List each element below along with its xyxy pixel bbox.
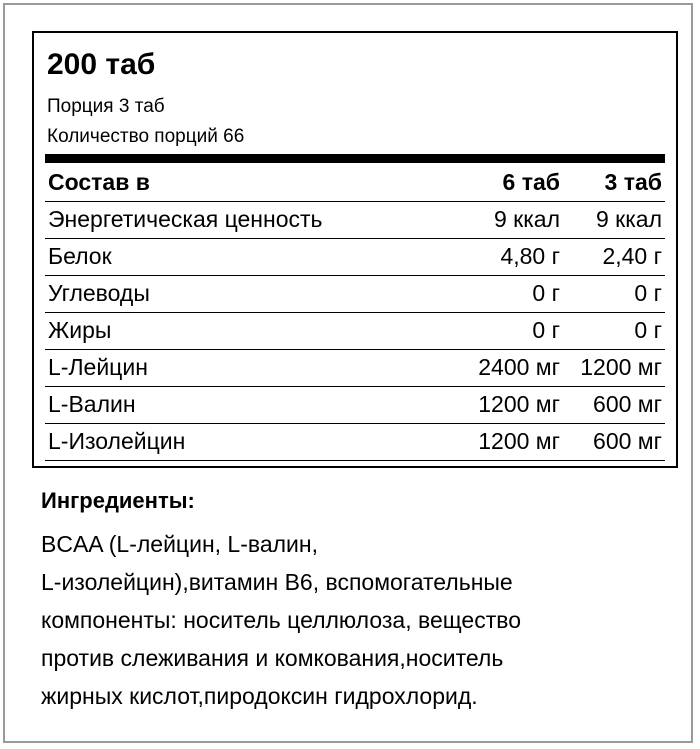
value-3-tab: 600 мг <box>593 428 662 454</box>
value-3-tab: 9 ккал <box>595 206 662 232</box>
nutrient-name: L-Лейцин <box>48 354 148 380</box>
table-row <box>45 239 665 276</box>
value-6-tab: 4,80 г <box>500 243 560 269</box>
table-row <box>45 313 665 350</box>
table-row <box>45 350 665 387</box>
nutrient-name: Углеводы <box>48 280 150 306</box>
nutrient-name: L-Валин <box>48 391 136 417</box>
ingredients-text-line: L-изолейцин),витамин В6, вспомогательные <box>41 569 513 595</box>
row-divider <box>45 460 665 461</box>
value-3-tab: 2,40 г <box>602 243 662 269</box>
value-3-tab: 1200 мг <box>580 354 662 380</box>
value-6-tab: 1200 мг <box>478 391 560 417</box>
servings-count: Количество порций 66 <box>47 126 245 147</box>
value-6-tab: 2400 мг <box>478 354 560 380</box>
header-col-3-tab: 3 таб <box>604 169 662 195</box>
value-6-tab: 1200 мг <box>478 428 560 454</box>
value-3-tab: 600 мг <box>593 391 662 417</box>
nutrient-name: Белок <box>48 243 112 269</box>
value-3-tab: 0 г <box>634 280 662 306</box>
value-6-tab: 0 г <box>532 280 560 306</box>
header-name: Состав в <box>48 169 150 195</box>
nutrient-name: L-Изолейцин <box>48 428 186 454</box>
ingredients-heading: Ингредиенты: <box>41 488 195 513</box>
label-frame <box>3 3 693 743</box>
table-row <box>45 202 665 239</box>
nutrition-facts-box <box>32 31 678 468</box>
ingredients-text-line: жирных кислот,пиродоксин гидрохлорид. <box>41 683 478 709</box>
ingredients-text-line: против слеживания и комкования,носитель <box>41 645 504 671</box>
table-row <box>45 387 665 424</box>
nutrient-name: Энергетическая ценность <box>48 206 323 232</box>
header-col-6-tab: 6 таб <box>502 169 560 195</box>
value-6-tab: 9 ккал <box>493 206 560 232</box>
ingredients-text-line: BCAA (L-лейцин, L-валин, <box>41 531 318 557</box>
table-row <box>45 424 665 461</box>
table-header-row <box>45 165 665 202</box>
value-3-tab: 0 г <box>634 317 662 343</box>
package-size-title: 200 таб <box>47 48 156 81</box>
table-row <box>45 276 665 313</box>
ingredients-text-line: компоненты: носитель целлюлоза, вещество <box>41 607 522 633</box>
value-6-tab: 0 г <box>532 317 560 343</box>
nutrient-name: Жиры <box>48 317 112 343</box>
serving-size: Порция 3 таб <box>47 96 165 117</box>
thick-divider <box>45 154 665 163</box>
